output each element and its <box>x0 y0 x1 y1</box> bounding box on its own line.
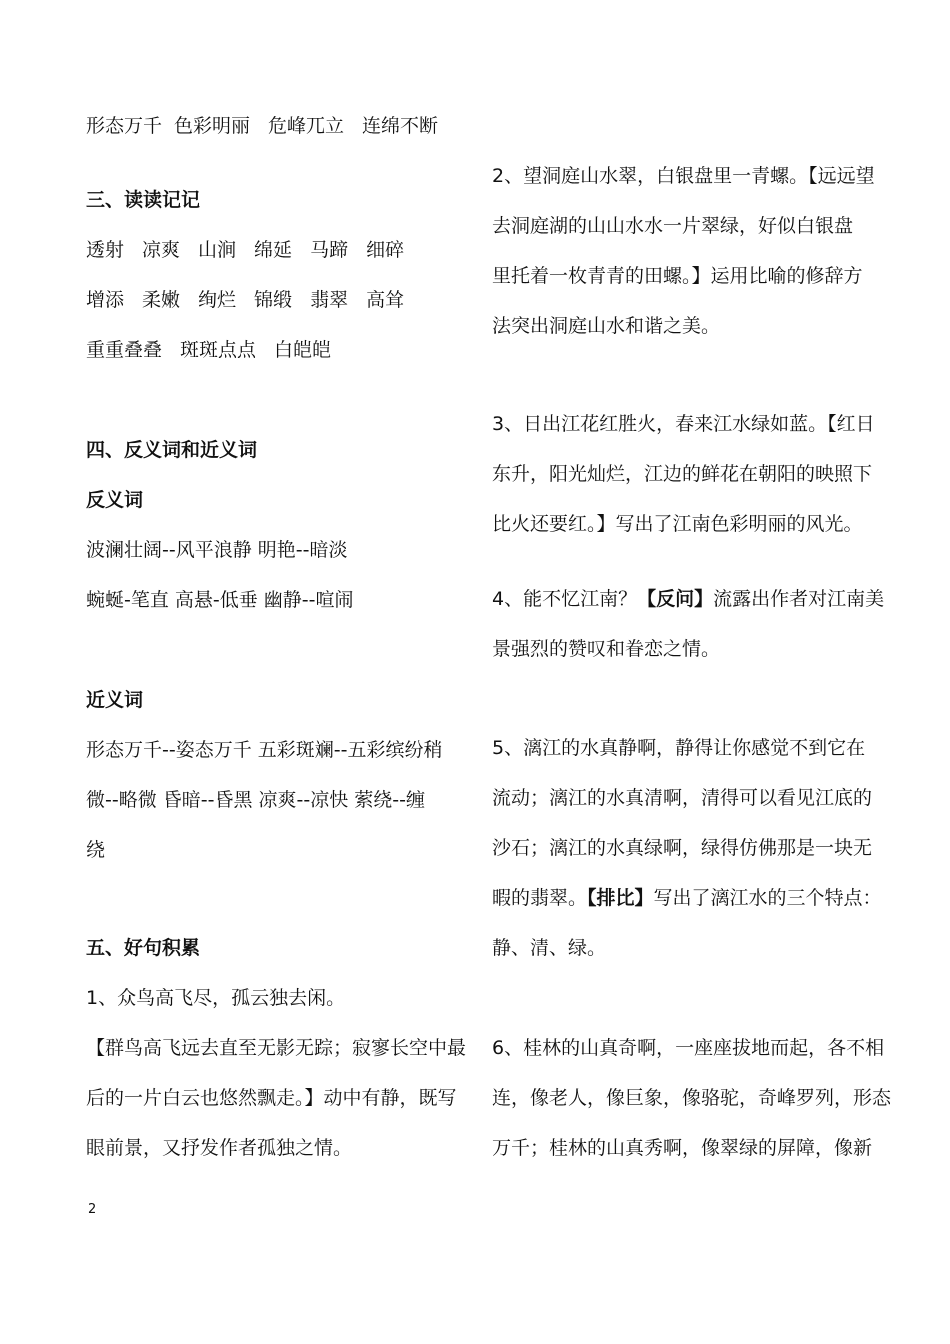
sentence-line: 连，像老人，像巨象，像骆驼，奇峰罗列，形态 <box>492 1087 892 1109</box>
sentence-line: 5、漓江的水真静啊，静得让你感觉不到它在 <box>492 737 866 759</box>
section-3-row-2: 增添 柔嫩 绚烂 锦缎 翡翠 高耸 <box>86 289 405 311</box>
sentence-line: 【群鸟高飞远去直至无影无踪；寂寥长空中最 <box>86 1037 467 1059</box>
sentence-line: 流动；漓江的水真清啊，清得可以看见江底的 <box>492 787 873 809</box>
section-3-row-3: 重重叠叠 斑斑点点 白皑皑 <box>86 339 332 361</box>
sentence-line: 后的一片白云也悠然飘走。】动中有静，既写 <box>86 1087 457 1109</box>
sentence-line: 暇的翡翠。【排比】写出了漓江水的三个特点： <box>492 887 882 909</box>
sentence-line: 比火还要红。】写出了江南色彩明丽的风光。 <box>492 513 863 535</box>
sentence-line: 静、清、绿。 <box>492 937 607 959</box>
synonym-heading: 近义词 <box>86 689 144 711</box>
antonym-heading: 反义词 <box>86 489 144 511</box>
sentence-line: 沙石；漓江的水真绿啊，绿得仿佛那是一块无 <box>492 837 873 859</box>
synonym-line: 绕 <box>86 839 106 861</box>
section-4-heading: 四、反义词和近义词 <box>86 439 258 461</box>
antonym-line: 蜿蜒-笔直 高悬-低垂 幽静--喧闹 <box>86 589 354 611</box>
synonym-line: 形态万千--姿态万千 五彩斑斓--五彩缤纷稍 <box>86 739 443 761</box>
page-number: 2 <box>88 1202 97 1217</box>
sentence-line: 3、日出江花红胜火，春来江水绿如蓝。【红日 <box>492 413 875 435</box>
section-3-heading: 三、读读记记 <box>86 189 201 211</box>
sentence-line: 眼前景，又抒发作者孤独之情。 <box>86 1137 353 1159</box>
section-5-heading: 五、好句积累 <box>86 937 201 959</box>
sentence-line: 4、能不忆江南？【反问】流露出作者对江南美 <box>492 588 885 610</box>
antonym-line: 波澜壮阔--风平浪静 明艳--暗淡 <box>86 539 348 561</box>
sentence-line: 去洞庭湖的山山水水一片翠绿，好似白银盘 <box>492 215 854 237</box>
sentence-line: 里托着一枚青青的田螺。】运用比喻的修辞方 <box>492 265 863 287</box>
sentence-line: 6、桂林的山真奇啊，一座座拔地而起，各不相 <box>492 1037 885 1059</box>
sentence-line: 万千；桂林的山真秀啊，像翠绿的屏障，像新 <box>492 1137 873 1159</box>
sentence-line: 2、望洞庭山水翠，白银盘里一青螺。【远远望 <box>492 165 875 187</box>
synonym-line: 微--略微 昏暗--昏黑 凉爽--凉快 萦绕--缠 <box>86 789 425 811</box>
sentence-line: 法突出洞庭山水和谐之美。 <box>492 315 721 337</box>
sentence-line: 东升，阳光灿烂，江边的鲜花在朝阳的映照下 <box>492 463 873 485</box>
rhetoric-tag: 【排比】 <box>587 887 654 909</box>
word-list-line: 形态万千 色彩明丽 危峰兀立 连绵不断 <box>86 115 439 137</box>
sentence-line: 1、众鸟高飞尽，孤云独去闲。 <box>86 987 346 1009</box>
section-3-row-1: 透射 凉爽 山涧 绵延 马蹄 细碎 <box>86 239 405 261</box>
sentence-line: 景强烈的赞叹和眷恋之情。 <box>492 638 721 660</box>
rhetoric-tag: 【反问】 <box>637 588 714 610</box>
